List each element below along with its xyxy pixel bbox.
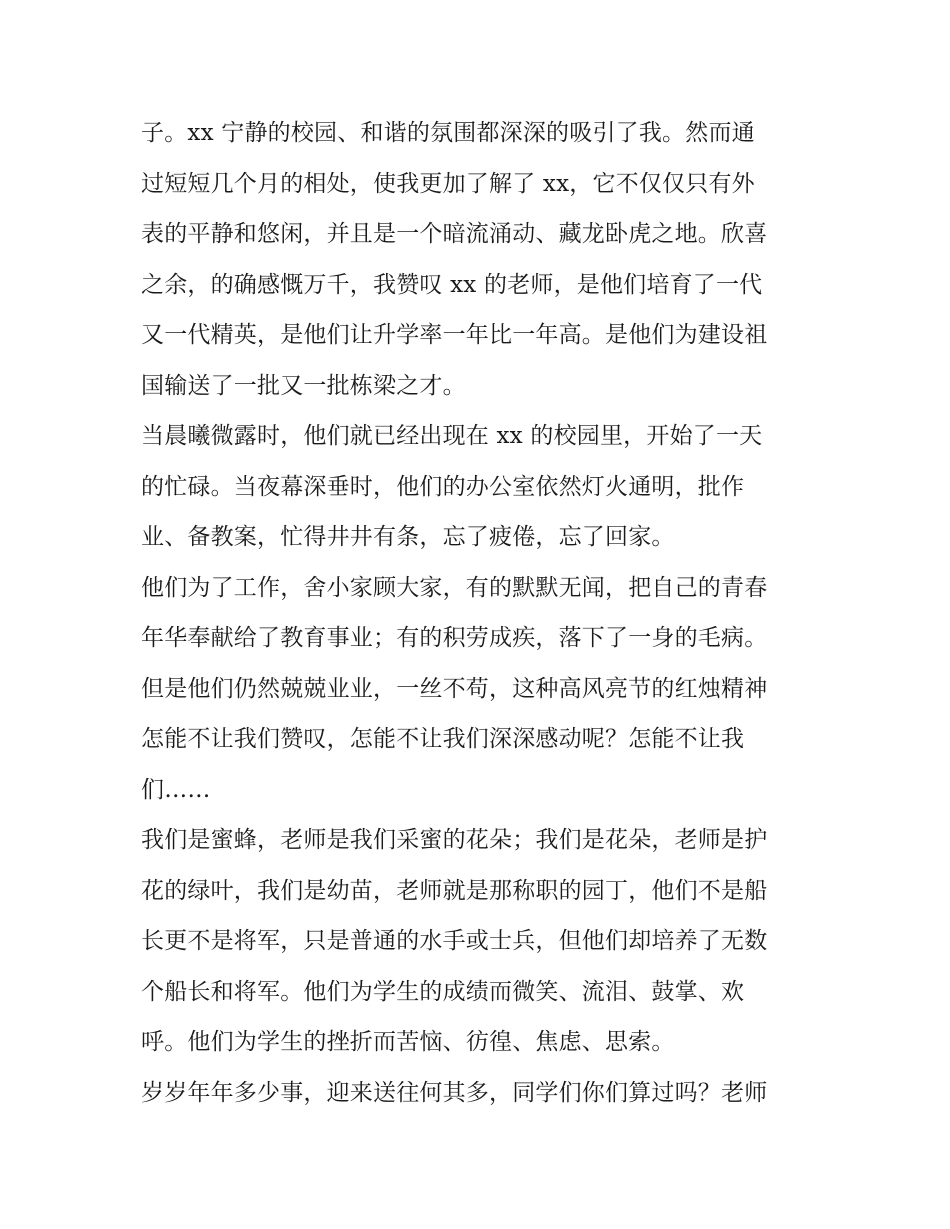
text-line: 的忙碌。当夜幕深垂时，他们的办公室依然灯火通明，批作 [141,473,745,500]
text-line: 国输送了一批又一批栋梁之才。 [141,372,466,399]
text-line: 岁岁年年多少事，迎来送往何其多，同学们你们算过吗？老师 [141,1079,768,1106]
text-line: 但是他们仍然兢兢业业，一丝不苟，这种高风亮节的红烛精神 [141,675,768,702]
text-line: 之余，的确感慨万千，我赞叹 xx 的老师，是他们培育了一代 [141,271,763,298]
text-line: 呼。他们为学生的挫折而苦恼、彷徨、焦虑、思索。 [141,1029,675,1055]
document-body [141,108,841,1118]
text-line: 我们是蜜蜂，老师是我们采蜜的花朵；我们是花朵，老师是护 [141,827,768,853]
text-line: 表的平静和悠闲，并且是一个暗流涌动、藏龙卧虎之地。欣喜 [141,221,768,247]
text-line: 过短短几个月的相处，使我更加了解了 xx，它不仅仅只有外 [141,170,755,197]
text-line: 们…… [141,776,211,803]
text-line: 长更不是将军，只是普通的水手或士兵，但他们却培养了无数 [141,928,768,954]
text-line: 年华奉献给了教育事业；有的积劳成疾，落下了一身的毛病。 [141,625,768,651]
text-line: 个船长和将军。他们为学生的成绩而微笑、流泪、鼓掌、欢 [141,978,745,1005]
text-line: 他们为了工作，舍小家顾大家，有的默默无闻，把自己的青春 [141,574,768,601]
text-line: 又一代精英，是他们让升学率一年比一年高。是他们为建设祖 [141,322,768,348]
text-line: 子。xx 宁静的校园、和谐的氛围都深深的吸引了我。然而通 [141,120,755,146]
text-line: 业、备教案，忙得井井有条，忘了疲倦，忘了回家。 [141,524,675,550]
text-line: 怎能不让我们赞叹，怎能不让我们深深感动呢？怎能不让我 [141,726,745,752]
text-line: 花的绿叶，我们是幼苗，老师就是那称职的园丁，他们不是船 [141,877,768,904]
text-line: 当晨曦微露时，他们就已经出现在 xx 的校园里，开始了一天 [141,423,763,449]
